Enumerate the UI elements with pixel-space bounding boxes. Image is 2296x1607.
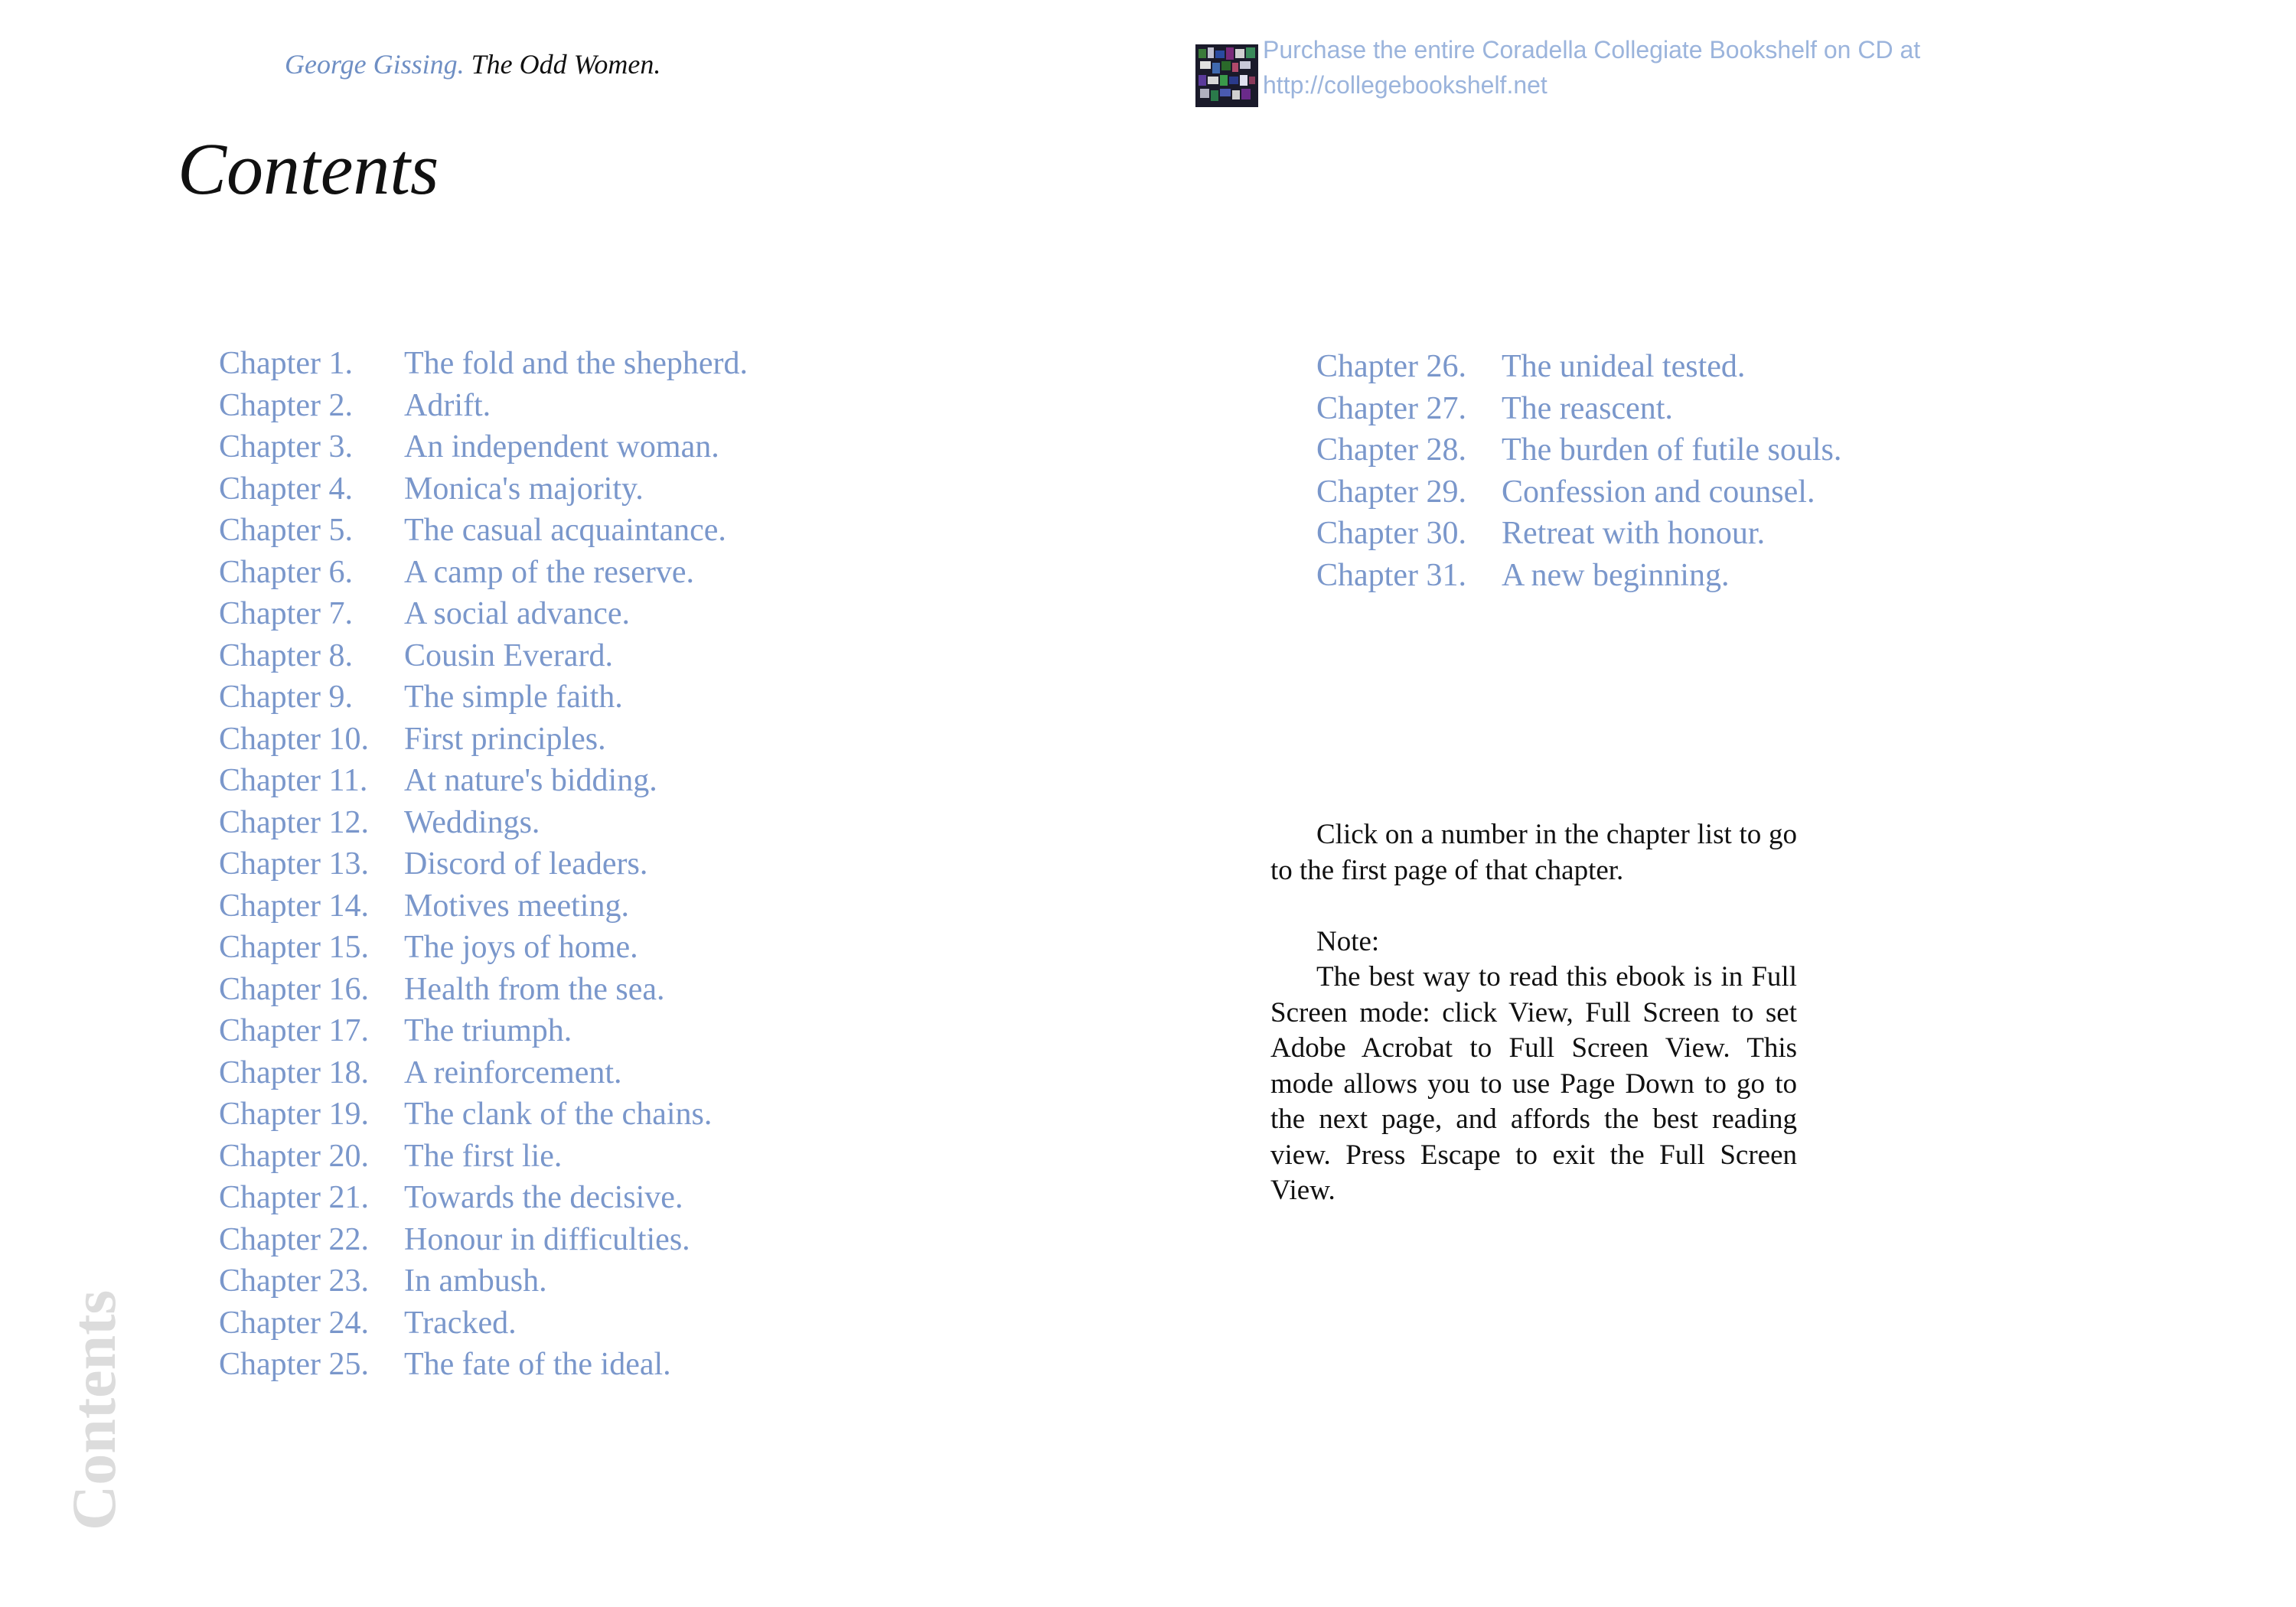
chapter-number-link[interactable]: Chapter 14. <box>219 888 369 924</box>
chapter-title: Motives meeting. <box>404 888 629 924</box>
chapter-title: The joys of home. <box>404 930 638 965</box>
chapter-list-left <box>219 343 748 1386</box>
chapter-number-link[interactable]: Chapter 11. <box>219 763 368 798</box>
chapter-title: Health from the sea. <box>404 971 665 1007</box>
chapter-number-link[interactable]: Chapter 16. <box>219 971 369 1007</box>
chapter-entry <box>219 969 748 1011</box>
chapter-number-link[interactable]: Chapter 4. <box>219 471 353 507</box>
chapter-entry <box>1316 429 1841 471</box>
book-title: The Odd Women. <box>471 49 661 80</box>
chapter-title: The burden of futile souls. <box>1502 432 1842 468</box>
chapter-number-link[interactable]: Chapter 2. <box>219 387 353 423</box>
chapter-title: A camp of the reserve. <box>404 554 695 590</box>
chapter-number-link[interactable]: Chapter 9. <box>219 680 353 715</box>
chapter-number-link[interactable]: Chapter 22. <box>219 1221 369 1257</box>
chapter-number-link[interactable]: Chapter 17. <box>219 1013 369 1048</box>
author-name: George Gissing. <box>285 49 465 80</box>
chapter-title: The simple faith. <box>404 680 623 715</box>
chapter-number-link[interactable]: Chapter 28. <box>1316 432 1466 468</box>
chapter-entry <box>219 676 748 719</box>
chapter-number-link[interactable]: Chapter 8. <box>219 637 353 673</box>
chapter-title: Tracked. <box>404 1305 517 1341</box>
chapter-entry <box>219 1010 748 1052</box>
chapter-number-link[interactable]: Chapter 30. <box>1316 516 1466 551</box>
chapter-number-link[interactable]: Chapter 25. <box>219 1347 369 1382</box>
chapter-title: Retreat with honour. <box>1502 516 1766 551</box>
chapter-title: The fate of the ideal. <box>404 1347 671 1382</box>
note-label: Note: <box>1316 925 1380 957</box>
chapter-number-link[interactable]: Chapter 18. <box>219 1054 369 1090</box>
chapter-entry <box>1316 346 1841 388</box>
chapter-number-link[interactable]: Chapter 6. <box>219 554 353 590</box>
chapter-title: Adrift. <box>404 387 491 423</box>
chapter-title: The reascent. <box>1502 390 1673 426</box>
promo-url-link[interactable]: http://collegebookshelf.net <box>1263 71 1548 99</box>
chapter-entry <box>219 510 748 552</box>
chapter-number-link[interactable]: Chapter 13. <box>219 846 369 882</box>
chapter-entry <box>219 1344 748 1386</box>
chapter-entry <box>219 426 748 468</box>
chapter-entry <box>219 802 748 844</box>
chapter-title: In ambush. <box>404 1263 547 1299</box>
chapter-title: The unideal tested. <box>1502 349 1746 384</box>
chapter-entry <box>219 1136 748 1178</box>
chapter-entry <box>1316 471 1841 513</box>
chapter-number-link[interactable]: Chapter 29. <box>1316 474 1466 510</box>
chapter-number-link[interactable]: Chapter 12. <box>219 804 369 840</box>
chapter-number-link[interactable]: Chapter 27. <box>1316 390 1466 426</box>
chapter-number-link[interactable]: Chapter 1. <box>219 346 353 381</box>
chapter-entry <box>1316 388 1841 430</box>
chapter-number-link[interactable]: Chapter 10. <box>219 721 369 757</box>
chapter-title: The fold and the shepherd. <box>404 346 748 381</box>
chapter-title: Monica's majority. <box>404 471 644 507</box>
chapter-title: A new beginning. <box>1502 557 1730 593</box>
chapter-title: Confession and counsel. <box>1502 474 1815 510</box>
chapter-entry <box>219 885 748 927</box>
chapter-entry <box>219 719 748 761</box>
chapter-entry <box>1316 513 1841 555</box>
paragraph-spacer <box>1270 888 1797 924</box>
page-title: Contents <box>178 128 439 210</box>
note-text: The best way to read this ebook is in Full Screen mode: click View, Full Screen to set Adobe Acrobat to Full Screen View. This mode allows you to use Page Down to go to the next page, and affords the best reading view. Press Escape to exit the Full Screen View. <box>1270 961 1797 1206</box>
chapter-entry <box>219 1094 748 1136</box>
promo-line[interactable]: Purchase the entire Coradella Collegiate Bookshelf on CD at <box>1263 36 1921 64</box>
purchase-promo[interactable] <box>1263 32 2028 103</box>
chapter-title: The casual acquaintance. <box>404 513 726 548</box>
chapter-title: Cousin Everard. <box>404 637 613 673</box>
chapter-number-link[interactable]: Chapter 31. <box>1316 557 1466 593</box>
chapter-title: At nature's bidding. <box>404 763 657 798</box>
chapter-entry <box>219 468 748 510</box>
chapter-title: Weddings. <box>404 804 540 840</box>
chapter-number-link[interactable]: Chapter 24. <box>219 1305 369 1341</box>
chapter-entry <box>219 927 748 969</box>
chapter-entry <box>219 1052 748 1094</box>
chapter-entry <box>219 1302 748 1345</box>
chapter-number-link[interactable]: Chapter 7. <box>219 596 353 631</box>
chapter-number-link[interactable]: Chapter 5. <box>219 513 353 548</box>
chapter-title: The first lie. <box>404 1138 563 1174</box>
chapter-title: A reinforcement. <box>404 1054 622 1090</box>
chapter-entry <box>219 843 748 885</box>
chapter-number-link[interactable]: Chapter 3. <box>219 429 353 464</box>
chapter-entry <box>219 1219 748 1261</box>
chapter-title: Honour in difficulties. <box>404 1221 690 1257</box>
click-hint-text: Click on a number in the chapter list to go to the first page of that chapter. <box>1270 819 1797 886</box>
reading-instructions <box>1270 817 1797 1209</box>
chapter-entry <box>219 1177 748 1219</box>
chapter-entry <box>1316 555 1841 597</box>
chapter-number-link[interactable]: Chapter 26. <box>1316 349 1466 384</box>
chapter-number-link[interactable]: Chapter 15. <box>219 930 369 965</box>
chapter-title: The triumph. <box>404 1013 572 1048</box>
chapter-title: First principles. <box>404 721 606 757</box>
chapter-entry <box>219 593 748 635</box>
chapter-entry <box>219 385 748 427</box>
chapter-number-link[interactable]: Chapter 19. <box>219 1097 369 1132</box>
chapter-title: The clank of the chains. <box>404 1097 713 1132</box>
chapter-list-right <box>1316 346 1841 596</box>
chapter-entry <box>219 343 748 385</box>
chapter-title: Towards the decisive. <box>404 1180 683 1215</box>
chapter-number-link[interactable]: Chapter 23. <box>219 1263 369 1299</box>
chapter-entry <box>219 1260 748 1302</box>
chapter-title: A social advance. <box>404 596 631 631</box>
chapter-entry <box>219 760 748 802</box>
chapter-title: An independent woman. <box>404 429 719 464</box>
chapter-title: Discord of leaders. <box>404 846 648 882</box>
running-header <box>285 51 660 78</box>
chapter-number-link[interactable]: Chapter 20. <box>219 1138 369 1174</box>
bookshelf-logo-icon[interactable] <box>1195 44 1258 107</box>
side-section-label: Contents <box>59 1289 129 1530</box>
chapter-entry <box>219 635 748 677</box>
chapter-entry <box>219 552 748 594</box>
chapter-number-link[interactable]: Chapter 21. <box>219 1180 369 1215</box>
